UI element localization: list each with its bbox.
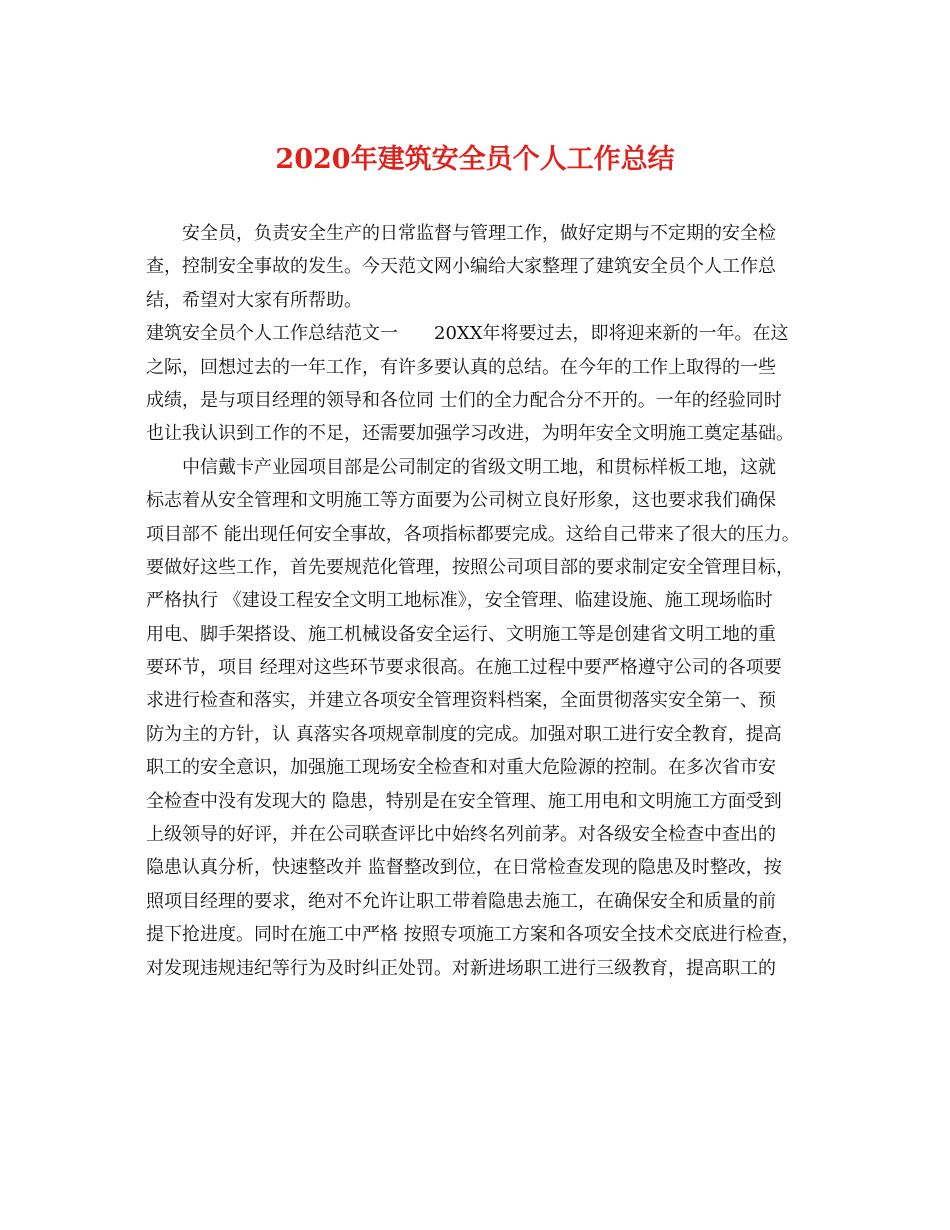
text-line: 提下抢进度。同时在施工中严格 按照专项施工方案和各项安全技术交底进行检查，	[146, 924, 800, 946]
text-line: 上级领导的好评，并在公司联查评比中始终名列前茅。对各级安全检查中查出的	[146, 824, 776, 846]
text-line: 查，控制安全事故的发生。今天范文网小编给大家整理了建筑安全员个人工作总	[146, 256, 776, 278]
text-line: 职工的安全意识，加强施工现场安全检查和对重大危险源的控制。在多次省市安	[146, 757, 776, 779]
text-line: 结，希望对大家有所帮助。	[146, 289, 362, 311]
text-line: 成绩，是与项目经理的领导和各位同 士们的全力配合分不开的。一年的经验同时	[146, 389, 782, 411]
text-line: 之际，回想过去的一年工作，有许多要认真的总结。在今年的工作上取得的一些	[146, 356, 776, 378]
document-body	[146, 217, 814, 985]
text-line: 安全员，负责安全生产的日常监督与管理工作，做好定期与不定期的安全检	[182, 223, 776, 244]
text-line: 中信戴卡产业园项目部是公司制定的省级文明工地，和贯标样板工地，这就	[182, 456, 776, 478]
text-line: 照项目经理的要求，绝对不允许让职工带着隐患去施工，在确保安全和质量的前	[146, 890, 776, 912]
text-line: 隐患认真分析，快速整改并 监督整改到位，在日常检查发现的隐患及时整改，按	[146, 857, 782, 879]
text-line: 要做好这些工作，首先要规范化管理，按照公司项目部的要求制定安全管理目标，	[146, 556, 794, 578]
text-line: 也让我认识到工作的不足，还需要加强学习改进，为明年安全文明施工奠定基础。	[146, 423, 794, 445]
text-line: 对发现违规违纪等行为及时纠正处罚。对新进场职工进行三级教育，提高职工的	[146, 957, 776, 979]
text-line: 项目部不 能出现任何安全事故，各项指标都要完成。这给自己带来了很大的压力。	[146, 523, 800, 545]
text-line: 严格执行 《建设工程安全文明工地标准》，安全管理、临建设施、施工现场临时	[146, 590, 773, 612]
text-line: 求进行检查和落实，并建立各项安全管理资料档案，全面贯彻落实安全第一、预	[146, 690, 776, 712]
text-line: 防为主的方针，认 真落实各项规章制度的完成。加强对职工进行安全教育，提高	[146, 723, 782, 745]
text-line: 建筑安全员个人工作总结范文一 20XX年将要过去，即将迎来新的一年。在这	[146, 323, 789, 345]
text-line: 标志着从安全管理和文明施工等方面要为公司树立良好形象，这也要求我们确保	[146, 490, 776, 512]
document-title: 2020年建筑安全员个人工作总结	[275, 144, 675, 175]
text-line: 要环节，项目 经理对这些环节要求很高。在施工过程中要严格遵守公司的各项要	[146, 657, 782, 679]
text-line: 用电、脚手架搭设、施工机械设备安全运行、文明施工等是创建省文明工地的重	[146, 623, 776, 645]
text-line: 全检查中没有发现大的 隐患，特别是在安全管理、施工用电和文明施工方面受到	[146, 790, 782, 812]
